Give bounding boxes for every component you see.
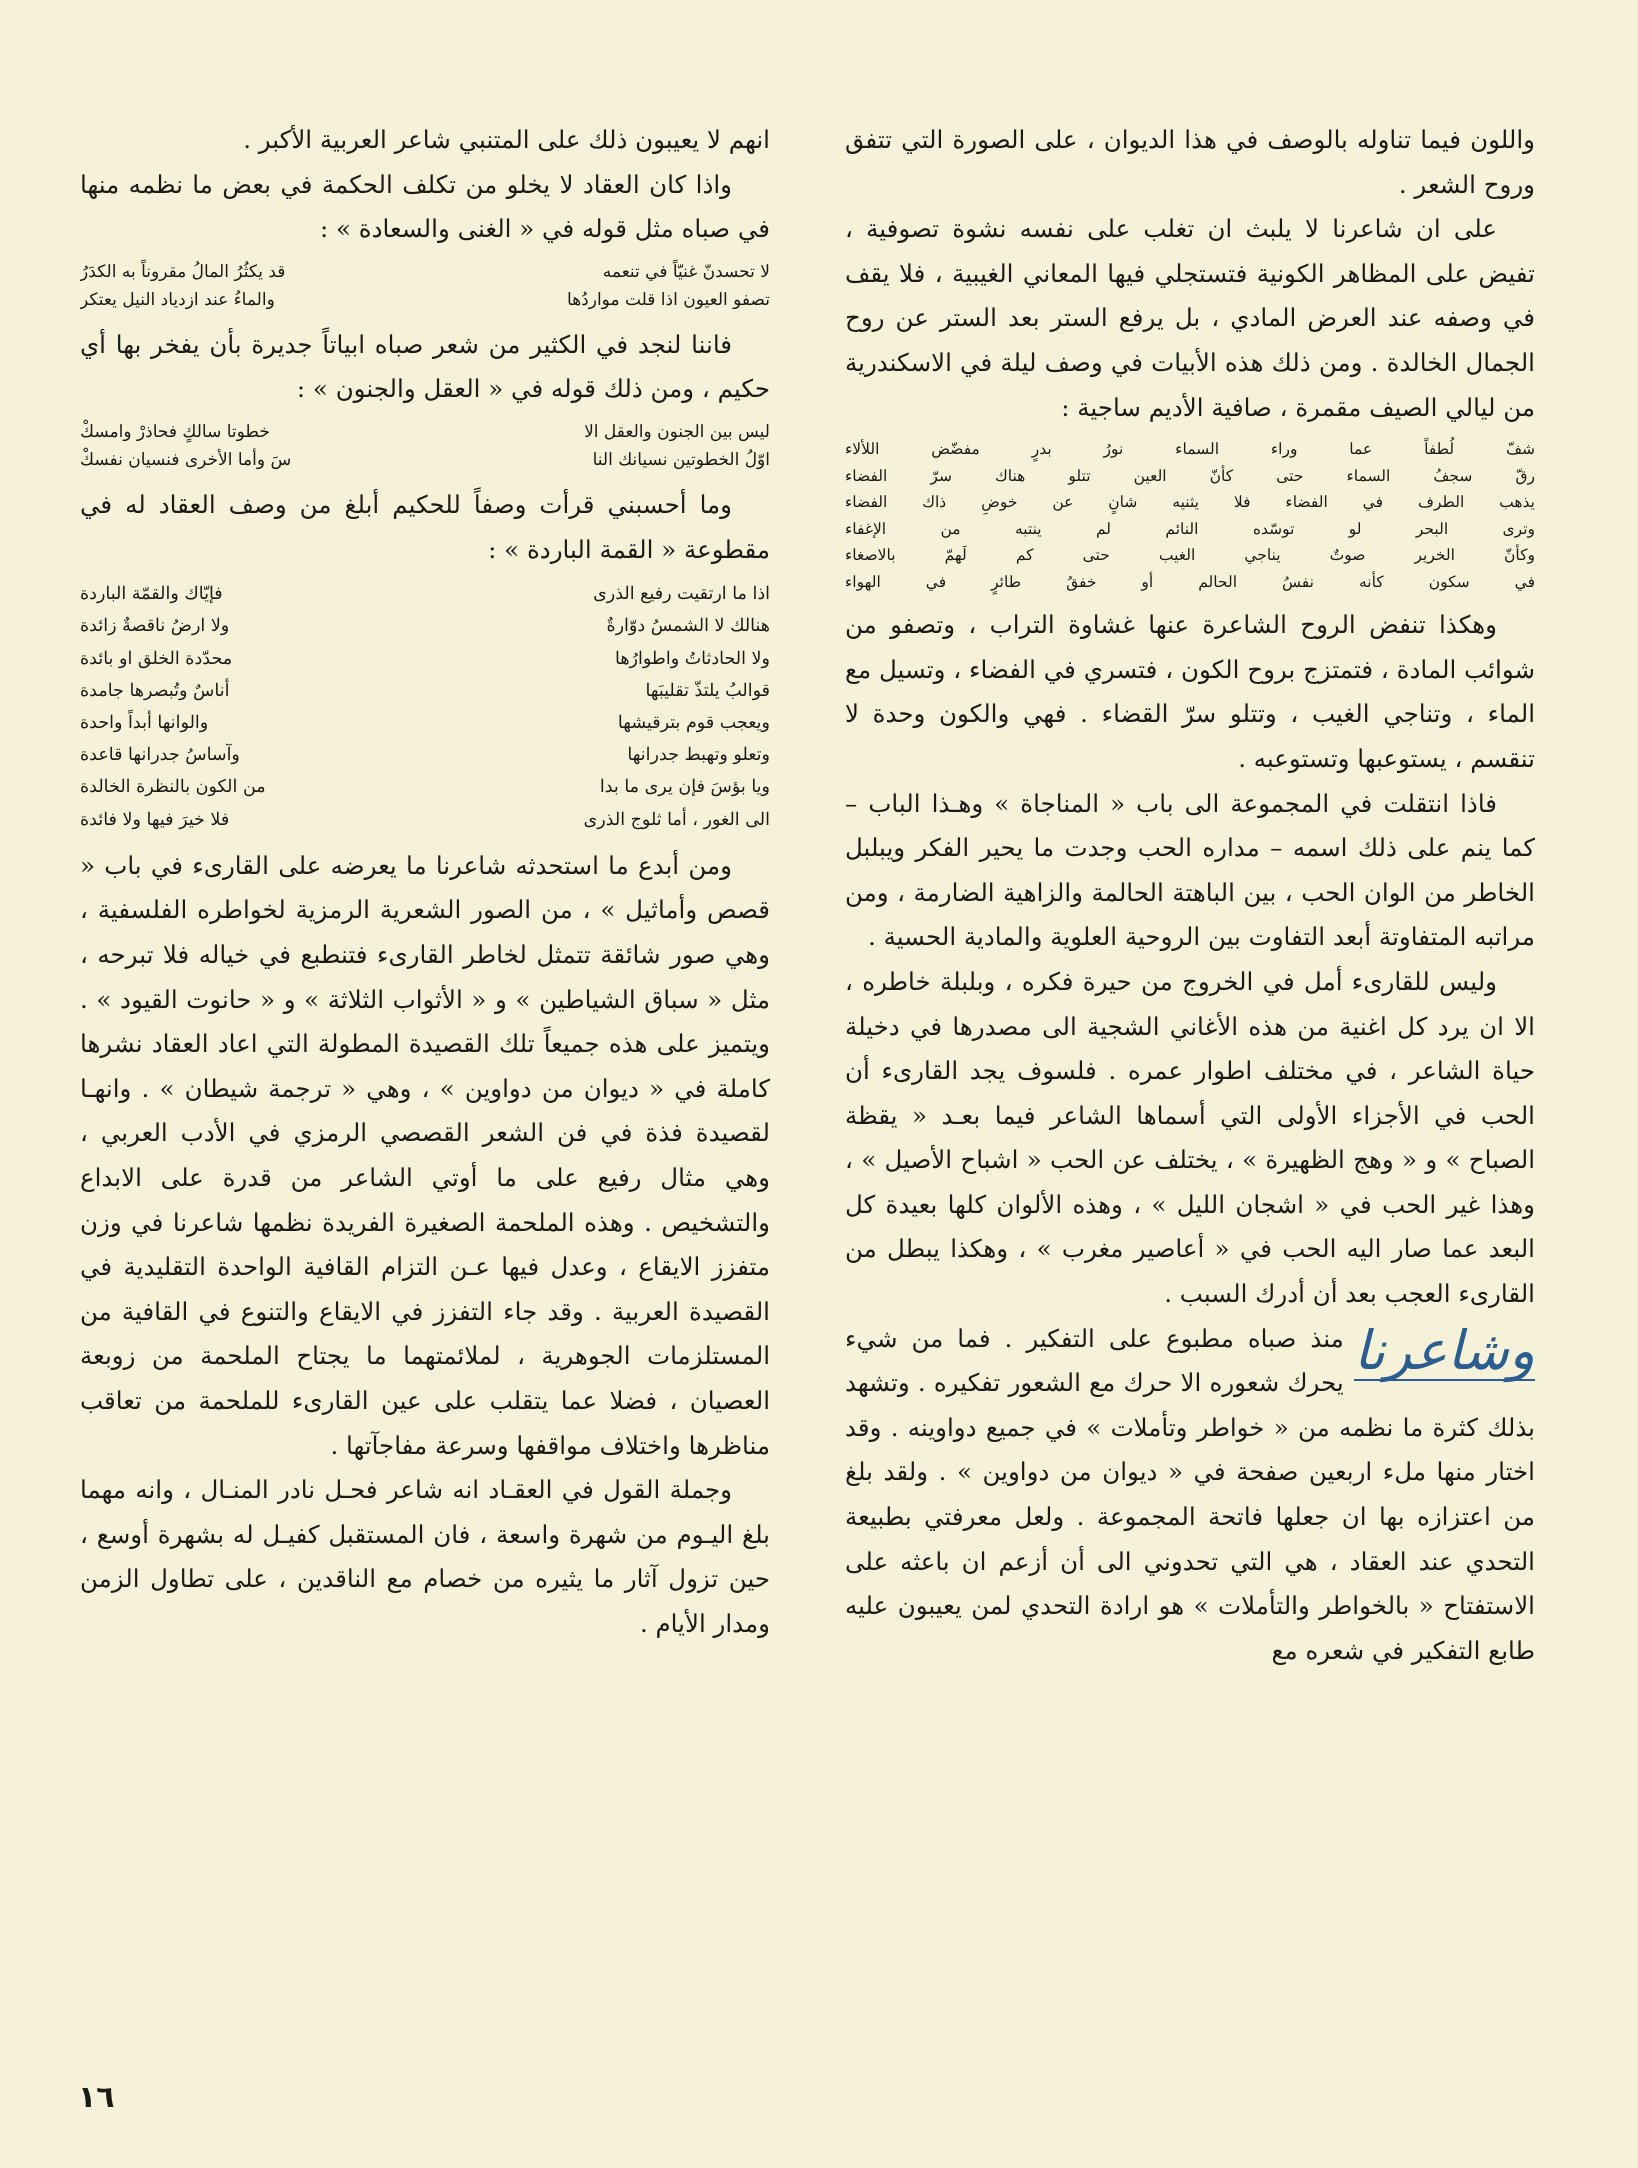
poem-line: وكأنّ الخرير صوتٌ يناجي الغيب حتى كم لَهمّ بالاصغاء <box>845 546 1535 565</box>
paragraph: وهكذا تنفض الروح الشاعرة عنها غشاوة التراب ، وتصفو من شوائب المادة ، فتمتزج بروح الكون ، فتسري في الفضاء ، وتسيل مع الماء ، وتناجي الغيب ، وتتلو سرّ القضاء . فهي والكون وحدة لا تنقسم ، يستوعبها وتستوعبه . <box>845 610 1535 773</box>
paragraph: انهم لا يعيبون ذلك على المتنبي شاعر العربية الأكبر . <box>243 125 770 154</box>
paragraph <box>845 1317 1535 1674</box>
paragraph: وليس للقارىء أمل في الخروج من حيرة فكره ، وبلبلة خاطره ، الا ان يرد كل اغنية من هذه الأغاني الشجية الى مصدرها في دخيلة حياة الشاعر ، في مختلف اطوار عمره . فلسوف يجد القارىء أن الحب في الأجزاء الأولى التي أسماها الشاعر فيما بعـد « يقظة الصباح » و « وهج الظهيرة » ، يختلف عن الحب « اشباح الأصيل » ، وهذا غير الحب في « اشجان الليل » ، وهذه الألوان كلها بعيدة كل البعد عما صار اليه الحب في « أعاصير مغرب » ، وهكذا يبطل من القارىء العجب بعد أن أدرك السبب . <box>845 966 1535 1309</box>
poem-line: يذهب الطرف في الفضاء فلا يثنيه شانٍ عن خوضِ ذاك الفضاء <box>845 493 1535 512</box>
poem-hemistich: أناسٌ وتُبصرها جامدة <box>80 680 230 701</box>
poem-hemistich: والوانها أبداً واحدة <box>80 712 209 733</box>
poem-hemistich: قوالبُ يلتذّ تقليبَها <box>645 680 770 701</box>
paragraph: على ان شاعرنا لا يلبث ان تغلب على نفسه نشوة تصوفية ، تفيض على المظاهر الكونية فتستجلي فيها المعاني الغيبية ، فلا يقف في وصفه عند العرض المادي ، بل يرفع الستر بعد الستر عن روح الجمال الخالدة . ومن ذلك هذه الأبيات في وصف ليلة في الاسكندرية من ليالي الصيف مقمرة ، صافية الأديم ساجية : <box>845 214 1535 422</box>
paragraph: ومن أبدع ما استحدثه شاعرنا ما يعرضه على القارىء في باب « قصص وأماثيل » ، من الصور الشعرية الرمزية لخواطره الفلسفية ، وهي صور شائقة تتمثل لخاطر القارىء فتنطبع في خياله فلا تبرحه ، مثل « سباق الشياطين » و « الأثواب الثلاثة » و « حانوت القيود » . ويتميز على هذه جميعاً تلك القصيدة المطولة التي اعاد العقاد نشرها كاملة في « ديوان من دواوين » ، وهي « ترجمة شيطان » . وانهـا لقصيدة فذة في فن الشعر القصصي الرمزي في الأدب العربي ، وهي مثال رفيع على ما أوتي الشاعر من قدرة على الابداع والتشخيص . وهذه الملحمة الصغيرة الفريدة نظمها شاعرنا في وزن متفزز الايقاع ، وعدل فيها عـن التزام القافية الواحدة التقليدية في القصيدة العربية . وقد جاء التفزز في الايقاع والتنوع في القافية من المستلزمات الجوهرية ، لملائمتهما ما يجتاح الملحمة من زوبعة العصيان ، فضلا عما يتقلب على عين القارىء للملحمة من تعاقب مناظرها واختلاف مواقفها وسرعة مفاجآتها . <box>80 850 770 1460</box>
right-column <box>845 118 1535 1673</box>
poem-hemistich: اوّلُ الخطوتين نسيانك النا <box>592 450 770 471</box>
poem-hemistich: فإيّاك والقمّة الباردة <box>80 584 223 605</box>
poem-hemistich: تصفو العيون اذا قلت مواردُها <box>567 290 770 311</box>
poem-hemistich: محدّدة الخلق او بائدة <box>80 648 233 669</box>
poem-wealth-happiness <box>80 258 770 315</box>
poem-hemistich: خطوتا سالكٍ فحاذرْ وامسكْ <box>80 421 270 442</box>
poem-hemistich: ويعجب قوم بترقيشها <box>617 712 770 733</box>
section-dropcap: وشاعرنا <box>1353 1318 1535 1382</box>
poem-line: في سكون كأنه نفسُ الحالم أو خفقُ طائرٍ في الهواء <box>845 572 1535 591</box>
poem-line: شفّ لُطفاً عما وراء السماء نورُ بدرٍ مفضّض اللألاء <box>845 440 1535 459</box>
paragraph-text: منذ صباه مطبوع على التفكير . فما من شيء يحرك شعوره الا حرك مع الشعور تفكيره . وتشهد بذلك كثرة ما نظمه من « خواطر وتأملات » في جميع دواوينه . وقد اختار منها ملء اربعين صفحة في « ديوان من دواوين » . ولقد بلغ من اعتزازه بها ان جعلها فاتحة المجموعة . ولعل معرفتي بطبيعة التحدي عند العقاد ، هي التي تحدوني الى أن أزعم ان باعثه على الاستفتاح « بالخواطر والتأملات » هو ارادة التحدي لمن يعيبون عليه طابع التفكير في شعره مع <box>845 1323 1535 1665</box>
poem-hemistich: فلا خيرَ فيها ولا فائدة <box>80 809 230 830</box>
left-column <box>80 118 770 1646</box>
paragraph: وما أحسبني قرأت وصفاً للحكيم أبلغ من وصف العقاد له في مقطوعة « القمة الباردة » : <box>80 489 770 564</box>
poem-hemistich: سَ وأما الأخرى فنسيان نفسكْ <box>80 450 292 471</box>
paragraph: فاذا انتقلت في المجموعة الى باب « المناجاة » وهـذا الباب – كما ينم على ذلك اسمه – مداره الحب وجدت ما يحير الفكر ويبلبل الخاطر من الوان الحب ، بين الباهتة الحالمة والزاهية الضارمة ، ومن مراتبه المتفاوتة أبعد التفاوت بين الروحية العلوية والمادية الحسية . <box>845 788 1535 952</box>
poem-line: رقّ سجفُ السماء حتى كأنّ العين تتلو هناك سرّ الفضاء <box>845 466 1535 485</box>
poem-hemistich: وتعلو وتهبط جدرانها <box>627 745 770 766</box>
poem-hemistich: لا تحسدنّ غنيّاً في تنعمه <box>602 261 770 282</box>
poem-reason-madness <box>80 418 770 475</box>
poem-line: وترى البحر لو توسّده النائم لم ينتبه من الإغفاء <box>845 519 1535 538</box>
page-number: ١٦ <box>78 2080 115 2115</box>
poem-hemistich: قد يكثُرُ المالُ مقروناً به الكدَرُ <box>80 261 286 282</box>
paragraph: وجملة القول في العقـاد انه شاعر فحـل نادر المنـال ، وانه مهما بلغ اليـوم من شهرة واسعة ، فان المستقبل كفيـل له بشهرة أوسع ، حين تزول آثار ما يثيره من خصام مع الناقدين ، على تطاول الزمن ومدار الأيام . <box>80 1475 770 1638</box>
poem-hemistich: اذا ما ارتقيت رفيع الذرى <box>593 584 770 605</box>
paragraph: واذا كان العقاد لا يخلو من تكلف الحكمة في بعض ما نظمه منها في صباه مثل قوله في « الغنى والسعادة » : <box>80 169 770 244</box>
poem-hemistich: من الكون بالنظرة الخالدة <box>80 777 266 798</box>
poem-hemistich: ولا الحادثاتُ واطوارُها <box>614 648 770 669</box>
poem-hemistich: وآساسُ جدرانها قاعدة <box>80 745 240 766</box>
paragraph: فاننا لنجد في الكثير من شعر صباه ابياتاً جديرة بأن يفخر بها أي حكيم ، ومن ذلك قوله في « العقل والجنون » : <box>80 329 770 404</box>
poem-hemistich: هنالك لا الشمسُ دوّارةٌ <box>606 616 770 637</box>
poem-cold-summit <box>80 578 770 836</box>
poem-hemistich: ليس بين الجنون والعقل الا <box>584 421 770 442</box>
poem-hemistich: والماءُ عند ازدياد النيل يعتكر <box>80 290 275 311</box>
poem-hemistich: ويا بؤسَ فإن يرى ما بدا <box>599 777 770 798</box>
poem-hemistich: الى الغور ، أما ثلوج الذرى <box>583 809 770 830</box>
poem-hemistich: ولا ارضُ ناقصةٌ زائدة <box>80 616 230 637</box>
poem-alexandria-night <box>845 436 1535 595</box>
paragraph: واللون فيما تناوله بالوصف في هذا الديوان ، على الصورة التي تتفق وروح الشعر . <box>845 125 1535 199</box>
